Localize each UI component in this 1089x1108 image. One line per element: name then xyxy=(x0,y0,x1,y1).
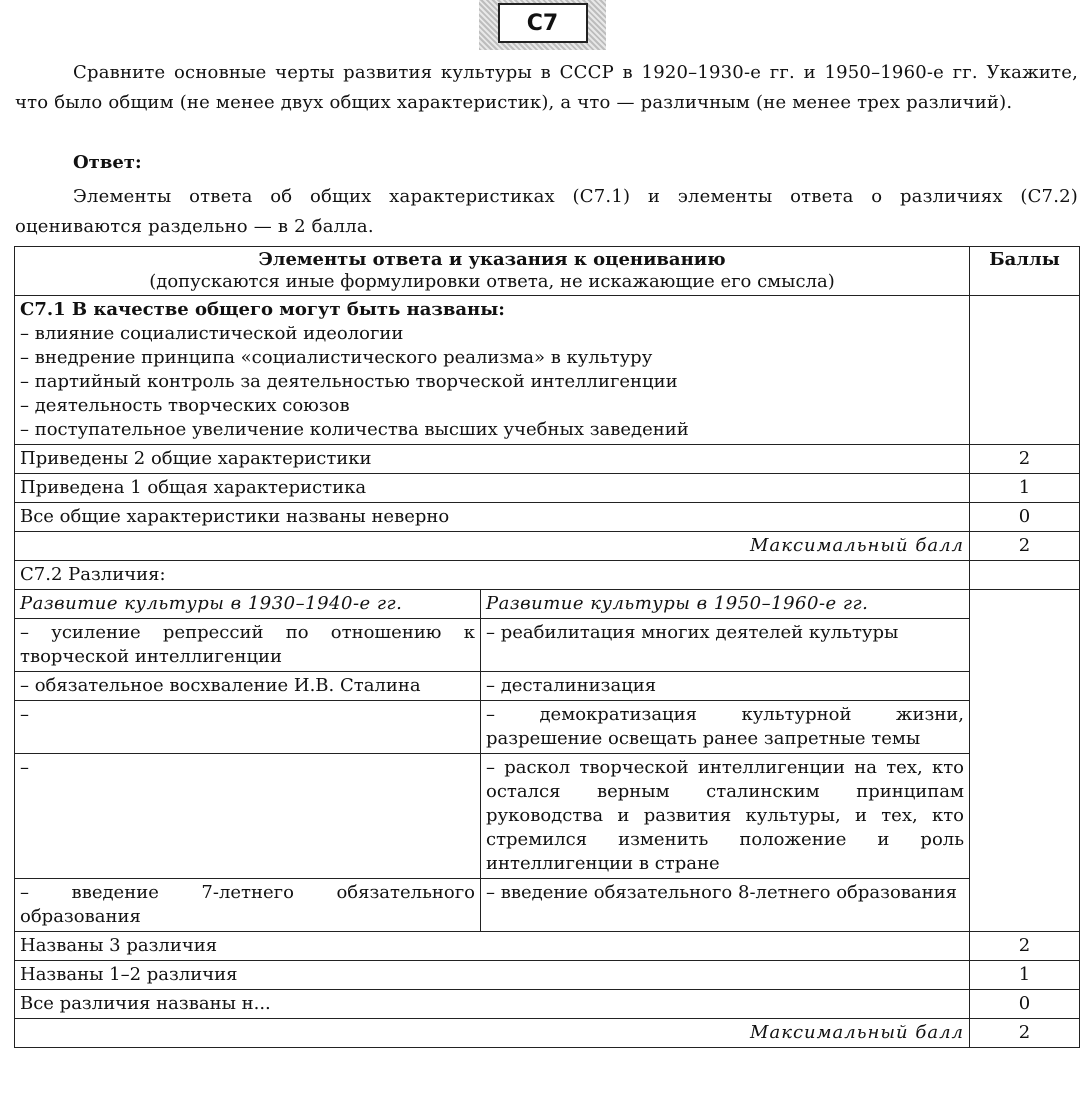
c71-elements-score-cell xyxy=(970,296,1080,445)
difference-row xyxy=(15,701,1080,754)
difference-right: – введение обязательного 8-летнего образования xyxy=(481,879,970,932)
c71-title: С7.1 В качестве общего могут быть названы: xyxy=(20,299,505,320)
c71-item: – партийный контроль за деятельностью творческой интеллигенции xyxy=(20,371,678,392)
c72-score-value: 1 xyxy=(970,961,1080,990)
c72-differences-score-cell xyxy=(970,590,1080,932)
c71-score-row xyxy=(15,474,1080,503)
difference-right: – реабилитация многих деятелей культуры xyxy=(481,619,970,672)
c72-score-value: 2 xyxy=(970,932,1080,961)
intro-block xyxy=(15,182,1078,242)
difference-right: – раскол творческой интеллигенции на тех, кто остался верным сталинским принципам руководства и развития культуры, и тех, кто стремился изменить положение и роль интеллигенции в стране xyxy=(481,754,970,879)
header-main-cell xyxy=(15,247,970,296)
c71-max-value: 2 xyxy=(970,532,1080,561)
c72-columns-header-row xyxy=(15,590,1080,619)
c71-score-text: Все общие характеристики названы неверно xyxy=(15,503,970,532)
c71-score-value: 1 xyxy=(970,474,1080,503)
difference-row xyxy=(15,879,1080,932)
c72-score-text: Названы 3 различия xyxy=(15,932,970,961)
difference-row xyxy=(15,754,1080,879)
col-left-header: Развитие культуры в 1930–1940-е гг. xyxy=(15,590,481,619)
c72-title: С7.2 Различия: xyxy=(15,561,970,590)
c71-score-value: 0 xyxy=(970,503,1080,532)
difference-left: – введение 7-летнего обязательного образования xyxy=(15,879,481,932)
c71-score-row xyxy=(15,503,1080,532)
difference-left: – xyxy=(15,701,481,754)
c72-max-row xyxy=(15,1019,1080,1048)
c71-score-value: 2 xyxy=(970,445,1080,474)
header-score-label: Баллы xyxy=(989,249,1060,270)
difference-left: – обязательное восхваление И.В. Сталина xyxy=(15,672,481,701)
c71-max-label: Максимальный балл xyxy=(15,532,970,561)
c71-score-text: Приведены 2 общие характеристики xyxy=(15,445,970,474)
c72-title-score-cell xyxy=(970,561,1080,590)
c72-score-value: 0 xyxy=(970,990,1080,1019)
c72-score-row xyxy=(15,932,1080,961)
intro-text: Элементы ответа об общих характеристиках (С7.1) и элементы ответа о различиях (С7.2) оцениваются раздельно — в 2 балла. xyxy=(15,186,1078,237)
c71-score-row xyxy=(15,445,1080,474)
col-right-header: Развитие культуры в 1950–1960-е гг. xyxy=(481,590,970,619)
c72-max-label: Максимальный балл xyxy=(15,1019,970,1048)
c71-max-row xyxy=(15,532,1080,561)
c71-elements-cell xyxy=(15,296,970,445)
table-header-row xyxy=(15,247,1080,296)
c71-item: – влияние социалистической идеологии xyxy=(20,323,404,344)
difference-right: – десталинизация xyxy=(481,672,970,701)
c71-item: – поступательное увеличение количества высших учебных заведений xyxy=(20,419,689,440)
difference-left: – xyxy=(15,754,481,879)
c72-score-row xyxy=(15,990,1080,1019)
task-badge-frame xyxy=(479,0,606,50)
header-main-title: Элементы ответа и указания к оцениванию xyxy=(258,249,726,270)
answer-label: Ответ: xyxy=(73,152,142,173)
c71-elements-row xyxy=(15,296,1080,445)
c71-item: – внедрение принципа «социалистического реализма» в культуру xyxy=(20,347,653,368)
difference-right: – демократизация культурной жизни, разрешение освещать ранее запретные темы xyxy=(481,701,970,754)
header-score-cell xyxy=(970,247,1080,296)
difference-row xyxy=(15,672,1080,701)
c72-max-value: 2 xyxy=(970,1019,1080,1048)
task-text-block xyxy=(15,58,1078,118)
header-main-note: (допускаются иные формулировки ответа, не искажающие его смысла) xyxy=(149,271,835,292)
c72-score-text: Все различия названы н... xyxy=(15,990,970,1019)
task-text: Сравните основные черты развития культуры в СССР в 1920–1930-е гг. и 1950–1960-е гг. Укажите, что было общим (не менее двух общих характеристик), а что — различным (не менее трех различий). xyxy=(15,62,1078,113)
c72-title-row xyxy=(15,561,1080,590)
c71-item: – деятельность творческих союзов xyxy=(20,395,350,416)
c71-score-text: Приведена 1 общая характеристика xyxy=(15,474,970,503)
difference-row xyxy=(15,619,1080,672)
difference-left: – усиление репрессий по отношению к творческой интеллигенции xyxy=(15,619,481,672)
c72-score-text: Названы 1–2 различия xyxy=(15,961,970,990)
grading-table xyxy=(14,246,1080,1048)
c72-score-row xyxy=(15,961,1080,990)
task-badge: С7 xyxy=(498,3,588,43)
